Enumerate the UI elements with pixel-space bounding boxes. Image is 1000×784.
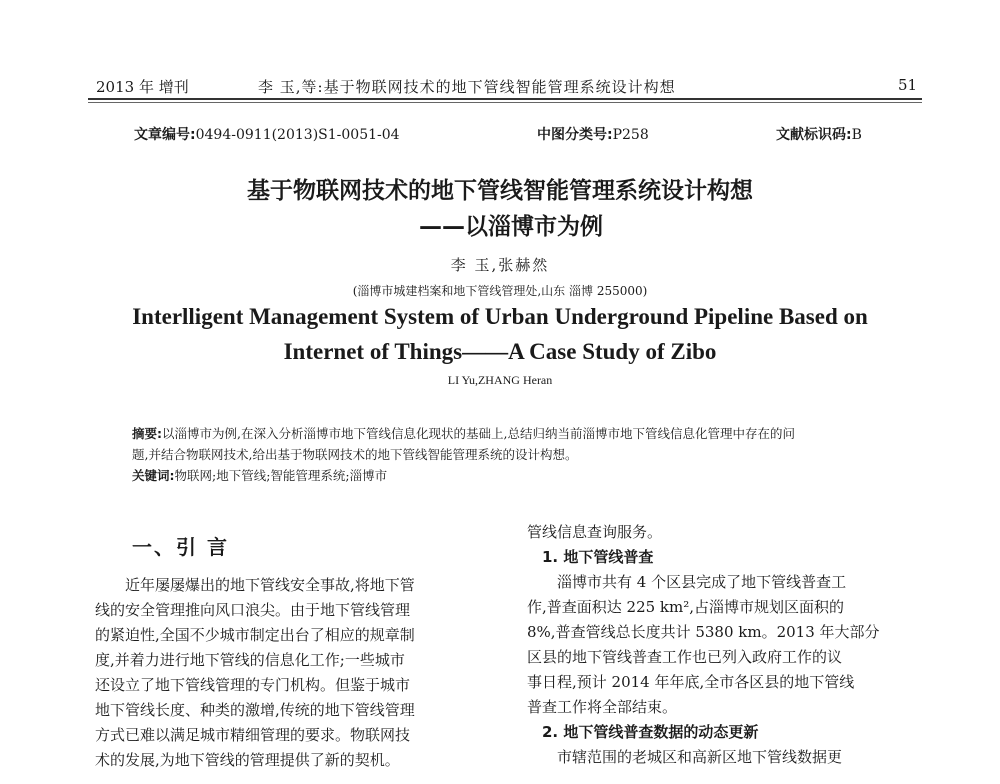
body-line: 普查工作将全部结束。 (527, 698, 678, 716)
right-column (527, 520, 927, 770)
clc-value: P258 (612, 127, 649, 143)
title-en-line1: Interlligent Management System of Urban Underground Pipeline Based on (132, 304, 868, 329)
body-line: 方式已难以满足城市精细管理的要求。物联网技 (95, 726, 411, 744)
section-heading-introduction: 一、引 言 (132, 535, 229, 559)
body-line: 管线信息查询服务。 (527, 523, 663, 541)
body-line: 事日程,预计 2014 年年底,全市各区县的地下管线 (527, 673, 855, 691)
subsection-heading-dynamic-update: 2. 地下管线普查数据的动态更新 (527, 723, 759, 741)
abstract-line2: 题,并结合物联网技术,给出基于物联网技术的地下管线智能管理系统的设计构想。 (132, 447, 578, 462)
body-line: 市辖范围的老城区和高新区地下管线数据更 (527, 748, 843, 766)
body-line: 作,普查面积达 225 km²,占淄博市规划区面积的 (527, 598, 845, 616)
body-line: 度,并着力进行地下管线的信息化工作;一些城市 (95, 651, 405, 669)
body-line: 区县的地下管线普查工作也已列入政府工作的议 (527, 648, 843, 666)
header-rule (88, 98, 922, 100)
clc-number (537, 124, 649, 144)
document-code (776, 124, 862, 144)
body-line: 近年屡屡爆出的地下管线安全事故,将地下管 (95, 576, 415, 594)
authors-cn: 李 玉,张赫然 (450, 256, 550, 274)
document-code-value: B (851, 127, 862, 143)
body-line: 术的发展,为地下管线的管理提供了新的契机。 (95, 751, 400, 769)
header-page-number: 51 (898, 76, 918, 94)
article-number (134, 124, 400, 144)
affiliation: (淄博市城建档案和地下管线管理处,山东 淄博 255000) (352, 284, 648, 298)
abstract-text1: 以淄博市为例,在深入分析淄博市地下管线信息化现状的基础上,总结归纳当前淄博市地下管线信息化管理中存在的问 (162, 426, 795, 441)
body-line: 8%,普查管线总长度共计 5380 km。2013 年大部分 (527, 623, 880, 641)
body-line: 还设立了地下管线管理的专门机构。但鉴于城市 (95, 676, 411, 694)
keywords-text: 物联网;地下管线;智能管理系统;淄博市 (174, 468, 388, 483)
subsection-heading-survey: 1. 地下管线普查 (527, 548, 654, 566)
document-code-label: 文献标识码: (776, 127, 852, 143)
header-year-issue: 2013 年 增刊 (96, 78, 189, 96)
header-rule-thin (88, 102, 922, 103)
body-line: 淄博市共有 4 个区县完成了地下管线普查工 (527, 573, 847, 591)
body-line: 的紧迫性,全国不少城市制定出台了相应的规章制 (95, 626, 415, 644)
clc-label: 中图分类号: (537, 127, 613, 143)
title-cn-line1: 基于物联网技术的地下管线智能管理系统设计构想 (247, 178, 753, 204)
abstract-label: 摘要: (132, 426, 162, 441)
body-line: 线的安全管理推向风口浪尖。由于地下管线管理 (95, 601, 411, 619)
title-en-line2: Internet of Things——A Case Study of Zibo (283, 339, 717, 364)
body-line: 地下管线长度、种类的激增,传统的地下管线管理 (95, 701, 415, 719)
keywords-label: 关键词: (132, 468, 175, 483)
keywords (132, 465, 892, 486)
authors-en: LI Yu,ZHANG Heran (447, 373, 553, 387)
article-number-value: 0494-0911(2013)S1-0051-04 (195, 127, 400, 143)
abstract-line1 (132, 423, 892, 444)
header-running-title: 李 玉,等:基于物联网技术的地下管线智能管理系统设计构想 (258, 78, 676, 96)
left-column (95, 573, 490, 773)
abstract (132, 423, 892, 486)
title-cn-line2: ——以淄博市为例 (419, 214, 603, 240)
article-number-label: 文章编号: (134, 127, 196, 143)
